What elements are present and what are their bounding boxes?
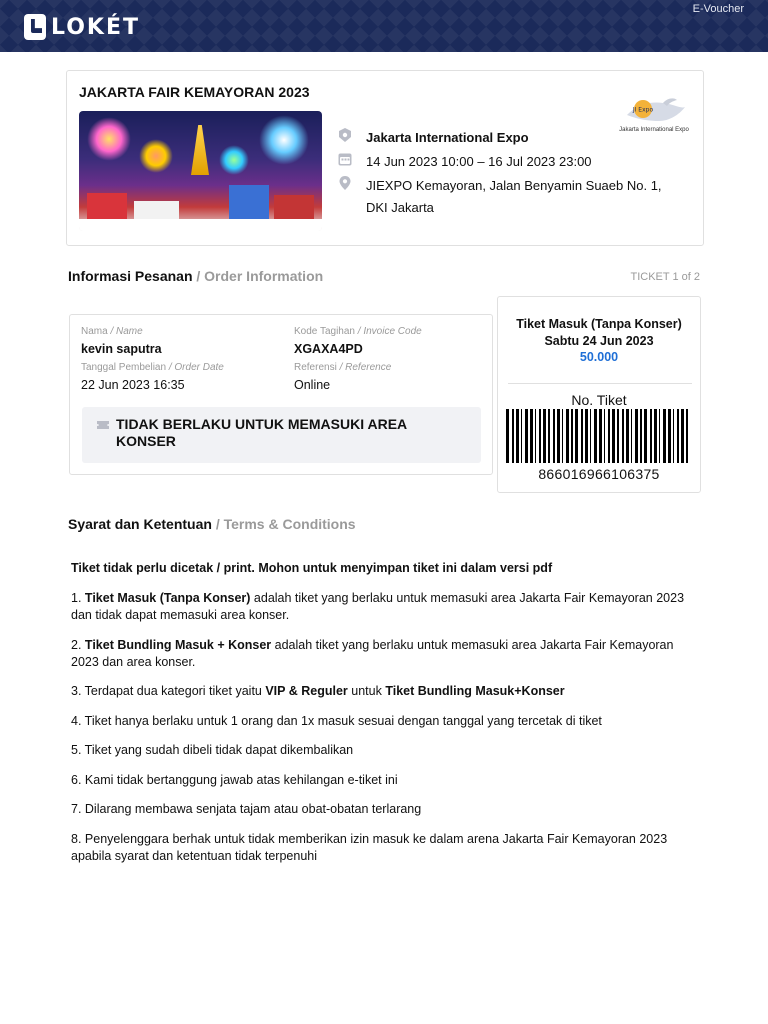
event-poster	[79, 111, 322, 231]
venue-logo-mark: JI Expo	[632, 106, 654, 114]
order-info-card	[69, 314, 493, 475]
barcode-bar	[644, 409, 647, 463]
barcode-bar	[594, 409, 597, 463]
barcode-bar	[650, 409, 652, 463]
terms-section-title: Syarat dan Ketentuan / Terms & Conditions	[68, 516, 356, 532]
event-card	[66, 70, 704, 246]
barcode-bar	[562, 409, 563, 463]
terms-lead: Tiket tidak perlu dicetak / print. Mohon untuk menyimpan tiket ini dalam versi pdf	[71, 561, 553, 575]
venue-row	[337, 127, 529, 149]
event-datetime: 14 Jun 2023 10:00 – 16 Jul 2023 23:00	[366, 154, 592, 169]
venue-badge-icon	[337, 127, 353, 143]
e-voucher-label: E-Voucher	[692, 3, 744, 15]
barcode-bar	[575, 409, 578, 463]
barcode-bar	[673, 409, 674, 463]
venue-logo-caption: Jakarta International Expo	[619, 127, 689, 133]
reference-value: Online	[294, 378, 331, 392]
barcode-bar	[566, 409, 569, 463]
barcode-bar	[535, 409, 536, 463]
term-item-7: 7. Dilarang membawa senjata tajam atau obat-obatan terlarang	[71, 802, 422, 816]
order-date: 22 Jun 2023 16:35	[81, 378, 185, 392]
ticket-card	[497, 296, 701, 493]
barcode-bar	[626, 409, 629, 463]
datetime-row	[337, 151, 592, 173]
order-section-title: Informasi Pesanan / Order Information	[68, 268, 324, 284]
order-date-field: Tanggal Pembelian / Order Date 22 Jun 2023 16:35	[81, 362, 224, 392]
ticket-count: TICKET 1 of 2	[630, 271, 700, 283]
barcode-bar	[539, 409, 541, 463]
top-banner	[0, 0, 768, 52]
event-address: JIEXPO Kemayoran, Jalan Benyamin Suaeb No. 1, DKI Jakarta	[366, 178, 662, 215]
barcode-bar	[622, 409, 624, 463]
term-item-2: 2. Tiket Bundling Masuk + Konser adalah tiket yang berlaku untuk memasuki area Jakarta Fair Kemayoran 2023 dan area konser.	[71, 637, 674, 669]
barcode-bar	[654, 409, 657, 463]
barcode-bar	[659, 409, 660, 463]
barcode-bar	[599, 409, 602, 463]
barcode-bar	[677, 409, 679, 463]
location-pin-icon	[337, 175, 353, 191]
event-title: JAKARTA FAIR KEMAYORAN 2023	[79, 84, 310, 100]
barcode-bar	[553, 409, 555, 463]
restriction-notice	[82, 407, 481, 463]
barcode-bar	[604, 409, 605, 463]
ticket-icon	[96, 419, 110, 431]
barcode-bar	[686, 409, 688, 463]
terms-list	[71, 560, 701, 877]
invoice-field: Kode Tagihan / Invoice Code XGAXA4PD	[294, 326, 422, 356]
barcode-bar	[525, 409, 528, 463]
barcode-bar	[512, 409, 514, 463]
logo-text: LOKÉT	[51, 14, 141, 40]
loket-logo-icon	[24, 14, 46, 40]
ticket-barcode	[506, 409, 692, 463]
barcode-bar	[571, 409, 573, 463]
barcode-bar	[663, 409, 666, 463]
barcode-bar	[521, 409, 522, 463]
term-item-5: 5. Tiket yang sudah dibeli tidak dapat dikembalikan	[71, 743, 354, 757]
barcode-bar	[581, 409, 583, 463]
term-item-1: 1. Tiket Masuk (Tanpa Konser) adalah tiket yang berlaku untuk memasuki area Jakarta Fair Kemayoran 2023 dan tidak dapat memasuki area konser.	[71, 591, 685, 622]
term-item-6: 6. Kami tidak bertanggung jawab atas kehilangan e-tiket ini	[71, 772, 398, 787]
barcode-bar	[530, 409, 533, 463]
ticket-type: Tiket Masuk (Tanpa Konser) Sabtu 24 Jun 2023	[498, 316, 700, 350]
term-item-3: 3. Terdapat dua kategori tiket yaitu VIP & Reguler untuk Tiket Bundling Masuk+Konser	[71, 684, 565, 698]
barcode-bar	[635, 409, 638, 463]
barcode-bar	[617, 409, 619, 463]
ticket-price: 50.000	[579, 350, 619, 364]
barcode-bar	[640, 409, 642, 463]
address-row	[337, 175, 686, 219]
barcode-bar	[631, 409, 632, 463]
barcode-bar	[506, 409, 509, 463]
reference-field: Referensi / Reference Online	[294, 362, 392, 392]
barcode-bar	[585, 409, 588, 463]
barcode-bar	[543, 409, 546, 463]
calendar-icon	[337, 151, 353, 167]
ticket-number-label: No. Tiket	[571, 392, 627, 408]
restriction-notice-text: TIDAK BERLAKU UNTUK MEMASUKI AREA KONSER	[116, 416, 407, 449]
venue-name: Jakarta International Expo	[366, 130, 529, 145]
barcode-bar	[548, 409, 550, 463]
loket-logo[interactable]	[24, 14, 140, 40]
divider	[508, 383, 692, 384]
barcode-bar	[557, 409, 560, 463]
ticket-number: 866016966106375	[538, 466, 660, 482]
term-item-8: 8. Penyelenggara berhak untuk tidak memberikan izin masuk ke dalam arena Jakarta Fair Kemayoran 2023 apabila syarat dan ketentuan tidak terpenuhi	[71, 831, 668, 863]
barcode-bar	[612, 409, 615, 463]
invoice-code: XGAXA4PD	[294, 342, 363, 356]
barcode-bar	[516, 409, 519, 463]
customer-name: kevin saputra	[81, 342, 162, 356]
term-item-4: 4. Tiket hanya berlaku untuk 1 orang dan 1x masuk sesuai dengan tanggal yang tercetak di tiket	[71, 713, 602, 728]
barcode-bar	[681, 409, 684, 463]
barcode-bar	[590, 409, 591, 463]
ticket-date: Sabtu 24 Jun 2023	[544, 334, 654, 348]
barcode-bar	[608, 409, 610, 463]
barcode-bar	[668, 409, 671, 463]
name-field: Nama / Name kevin saputra	[81, 326, 162, 356]
